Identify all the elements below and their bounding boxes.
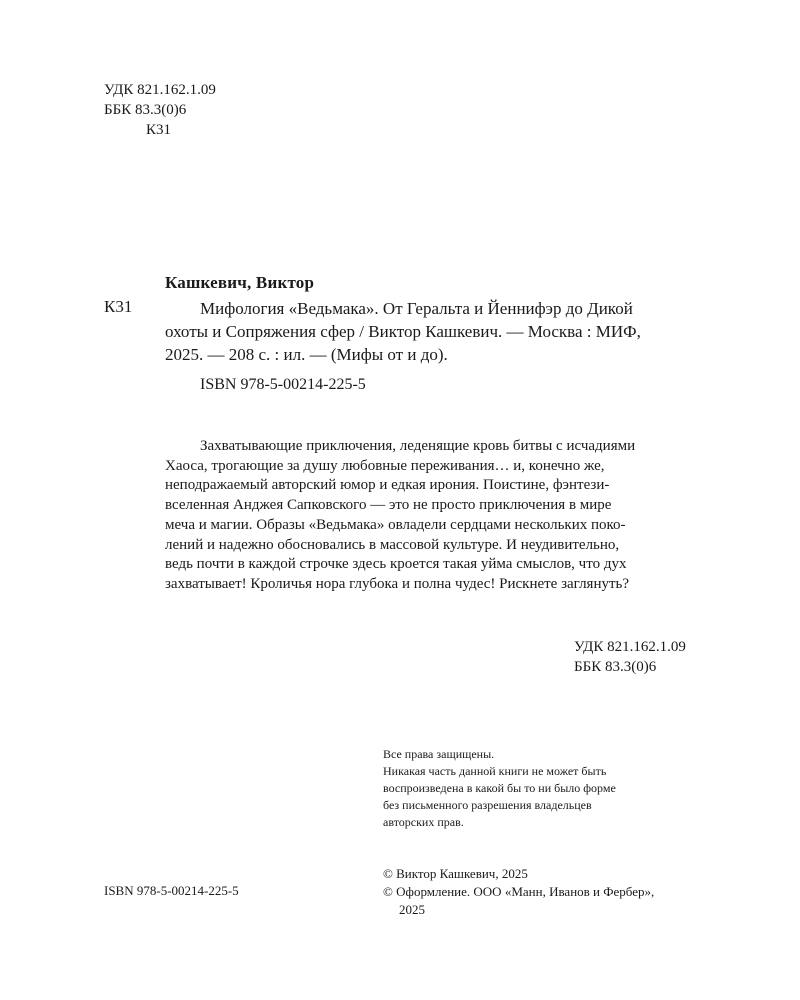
copyright-author: © Виктор Кашкевич, 2025 bbox=[383, 866, 528, 881]
annotation-line: ведь почти в каждой строчке здесь кроется такая уйма смыслов, что дух bbox=[165, 556, 627, 573]
top-classification-codes bbox=[104, 80, 216, 140]
catalog-line: 2025. — 208 с. : ил. — (Мифы от и до). bbox=[165, 345, 448, 364]
bbk-code: ББК 83.3(0)6 bbox=[104, 102, 187, 118]
rights-line: без письменного разрешения владельцев bbox=[383, 798, 592, 812]
annotation-line: лений и надежно обосновались в массовой культуре. И неудивительно, bbox=[165, 536, 620, 553]
rights-line: авторских прав. bbox=[383, 815, 464, 829]
catalog-description bbox=[165, 297, 710, 366]
annotation bbox=[165, 437, 713, 595]
catalog-author-sign: К31 bbox=[104, 297, 133, 316]
udk-code: УДК 821.162.1.09 bbox=[574, 639, 686, 655]
bottom-classification-codes bbox=[574, 637, 686, 677]
copyright-notice bbox=[383, 865, 654, 919]
author-sign: К31 bbox=[146, 122, 172, 138]
annotation-line: меча и магии. Образы «Ведьмака» овладели сердцами нескольких поко- bbox=[165, 516, 626, 533]
isbn-main: ISBN 978-5-00214-225-5 bbox=[200, 376, 366, 393]
catalog-line: охоты и Сопряжения сфер / Виктор Кашкевич. — Москва : МИФ, bbox=[165, 322, 641, 341]
annotation-line: захватывает! Кроличья нора глубока и полна чудес! Рискнете заглянуть? bbox=[165, 575, 630, 592]
rights-line: воспроизведена в какой бы то ни было форме bbox=[383, 781, 616, 795]
copyright-design-year: 2025 bbox=[399, 902, 425, 917]
rights-line: Все права защищены. bbox=[383, 747, 495, 761]
author-heading: Кашкевич, Виктор bbox=[165, 273, 315, 292]
annotation-line: вселенная Анджея Сапковского — это не просто приключения в мире bbox=[165, 497, 612, 514]
isbn-bottom: ISBN 978-5-00214-225-5 bbox=[104, 883, 239, 898]
annotation-line: неподражаемый авторский юмор и едкая ирония. Поистине, фэнтези- bbox=[165, 477, 610, 494]
bbk-code: ББК 83.3(0)6 bbox=[574, 659, 657, 675]
udk-code: УДК 821.162.1.09 bbox=[104, 82, 216, 98]
rights-line: Никакая часть данной книги не может быть bbox=[383, 764, 607, 778]
catalog-line: Мифология «Ведьмака». От Геральта и Йеннифэр до Дикой bbox=[200, 299, 633, 318]
annotation-line: Захватывающие приключения, леденящие кровь битвы с исчадиями bbox=[200, 438, 636, 454]
annotation-line: Хаоса, трогающие за душу любовные переживания… и, конечно же, bbox=[165, 457, 605, 474]
copyright-design: © Оформление. ООО «Манн, Иванов и Фербер», bbox=[383, 884, 655, 899]
rights-notice bbox=[383, 746, 616, 831]
